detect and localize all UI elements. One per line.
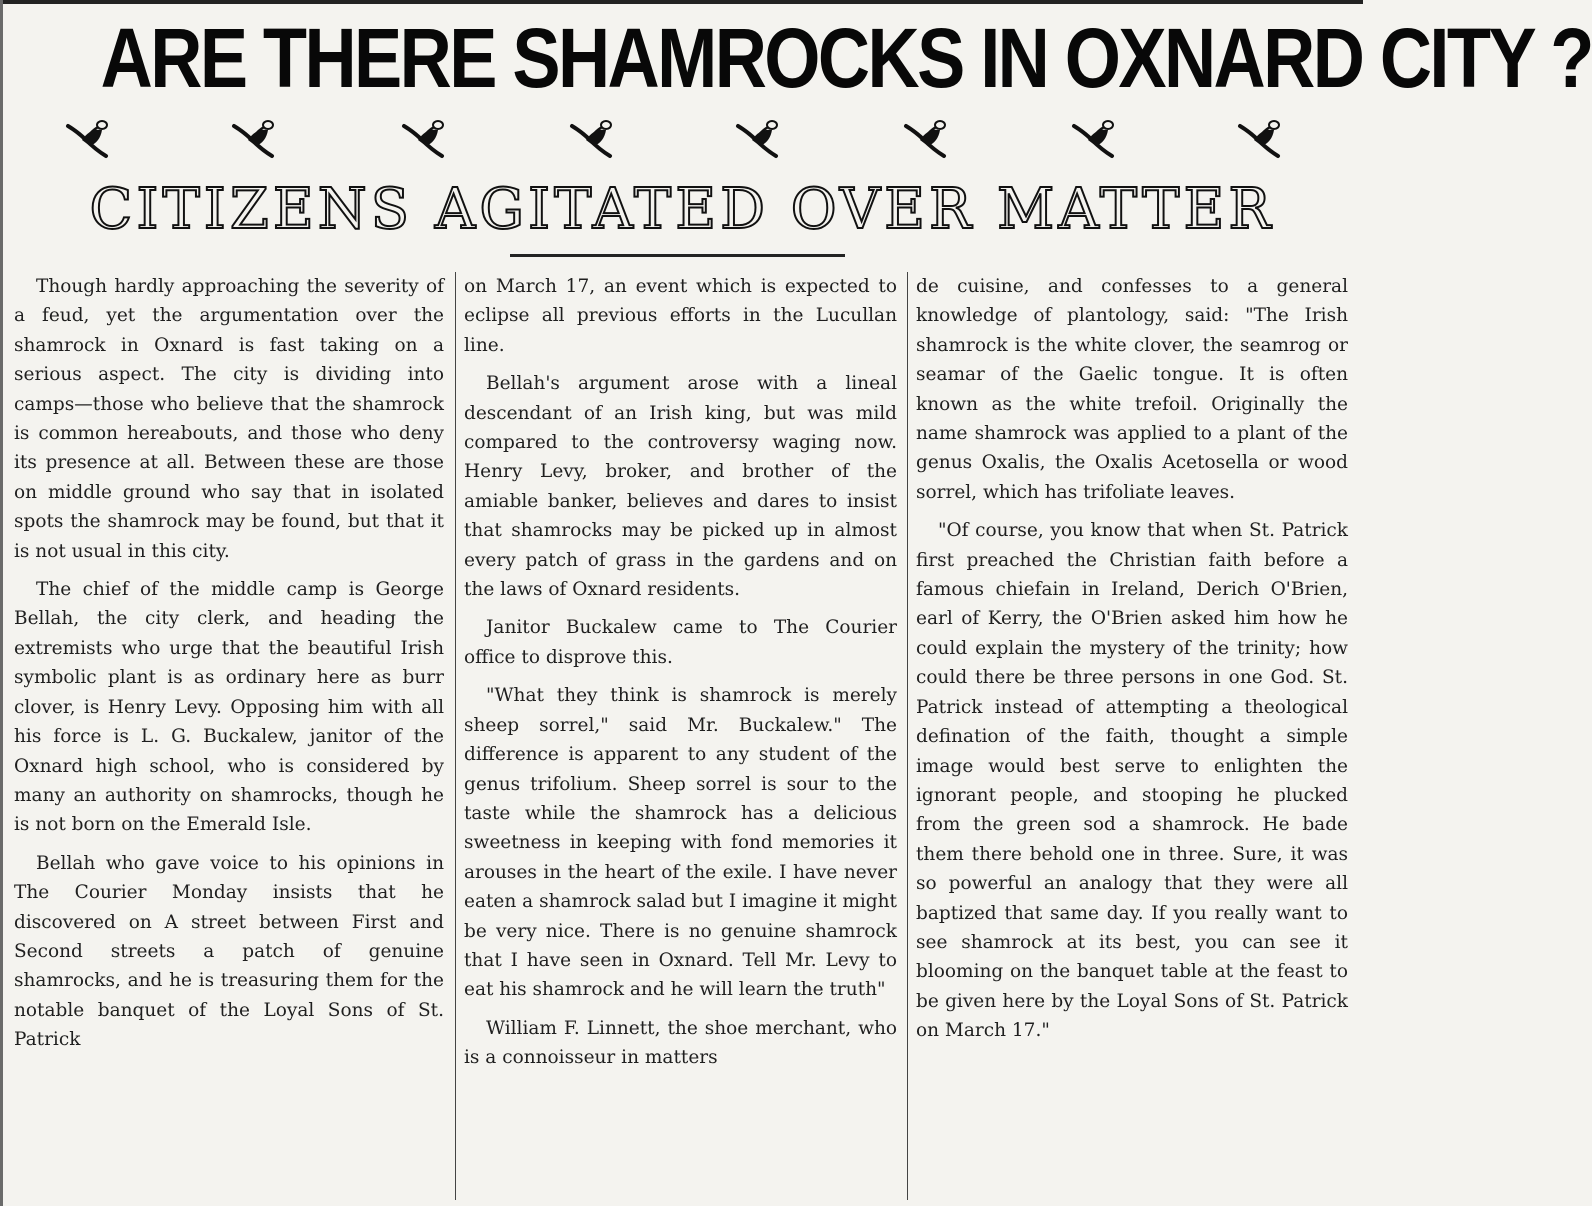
column-divider bbox=[907, 272, 908, 1200]
shamrock-sprig-icon bbox=[62, 118, 112, 162]
paragraph: "Of course, you know that when St. Patrick first preached the Christian faith before a famous chiefain in Ireland, Derich O'Brien, earl of Kerry, the O'Brien asked him how he could explain the mystery of the trinity; how could there be three persons in one God. St. Patrick instead of attempting a theological defination of the faith, thought a simple image would best serve to enlighten the ignorant people, and stooping he plucked from the green sod a shamrock. He bade them there behold one in three. Sure, it was so powerful an analogy that they were all baptized that same day. If you really want to see shamrock at its best, you can see it blooming on the banquet table at the feast to be given here by the Loyal Sons of St. Patrick on March 17." bbox=[916, 520, 1348, 1042]
paragraph: Though hardly approaching the severity of a feud, yet the argumentation over the shamrock in Oxnard is fast taking on a serious aspect. The city is dividing into camps—those who believe that the shamrock is common hereabouts, and those who deny its presence at all. Between these are those on middle ground who say that in isolated spots the shamrock may be found, but that it is not usual in this city. bbox=[14, 276, 444, 562]
ornament-row bbox=[0, 118, 1363, 168]
shamrock-sprig-icon bbox=[398, 118, 448, 162]
shamrock-sprig-icon bbox=[900, 118, 950, 162]
left-edge-rule bbox=[0, 0, 3, 1206]
shamrock-sprig-icon bbox=[1068, 118, 1118, 162]
headline: ARE THERE SHAMROCKS IN OXNARD CITY ? bbox=[100, 11, 1592, 105]
paragraph: "What they think is shamrock is merely sheep sorrel," said Mr. Buckalew." The difference is apparent to any student of the genus trifolium. Sheep sorrel is sour to the taste while the shamrock has a delicious sweetness in keeping with fond memories it arouses in the heart of the exile. I have never eaten a shamrock salad but I imagine it might be very nice. There is no genuine shamrock that I have seen in Oxnard. Tell Mr. Levy to eat his shamrock and he will learn the truth" bbox=[464, 685, 897, 1001]
shamrock-sprig-icon bbox=[1234, 118, 1284, 162]
paragraph: Janitor Buckalew came to The Courier office to disprove this. bbox=[464, 617, 897, 668]
shamrock-sprig-icon bbox=[566, 118, 616, 162]
shamrock-sprig-icon bbox=[732, 118, 782, 162]
paragraph: William F. Linnett, the shoe merchant, who is a connoisseur in matters bbox=[464, 1017, 897, 1069]
headline-divider bbox=[510, 254, 845, 257]
subheadline: CITIZENS AGITATED OVER MATTER bbox=[89, 177, 1275, 242]
shamrock-sprig-icon bbox=[228, 118, 278, 162]
top-rule bbox=[0, 0, 1363, 4]
article-column-3 bbox=[916, 272, 1348, 1202]
paragraph: de cuisine, and confesses to a general knowledge of plantology, said: "The Irish shamrock is the white clover, the seamrog or seamar of the Gaelic tongue. It is often known as the white trefoil. Originally the name shamrock was applied to a plant of the genus Oxalis, the Oxalis Acetosella or wood sorrel, which has trifoliate leaves. bbox=[916, 276, 1348, 503]
paragraph: on March 17, an event which is expected to eclipse all previous efforts in the Lucullan line. bbox=[464, 276, 897, 356]
paragraph: The chief of the middle camp is George Bellah, the city clerk, and heading the extremists who urge that the beautiful Irish symbolic plant is as ordinary here as burr clover, is Henry Levy. Opposing him with all his force is L. G. Buckalew, janitor of the Oxnard high school, who is considered by many an authority on shamrocks, though he is not born on the Emerald Isle. bbox=[14, 579, 444, 836]
paragraph: Bellah who gave voice to his opinions in The Courier Monday insists that he discovered on A street between First and Second streets a patch of genuine shamrocks, and he is treasuring them for the notable banquet of the Loyal Sons of St. Patrick bbox=[14, 852, 444, 1051]
paragraph: Bellah's argument arose with a lineal descendant of an Irish king, but was mild compared to the controversy waging now. Henry Levy, broker, and brother of the amiable banker, believes and dares to insist that shamrocks may be picked up in almost every patch of grass in the gardens and on the laws of Oxnard residents. bbox=[464, 373, 897, 601]
column-divider bbox=[455, 272, 456, 1200]
article-column-2 bbox=[464, 272, 897, 1202]
article-column-1 bbox=[14, 272, 444, 1202]
